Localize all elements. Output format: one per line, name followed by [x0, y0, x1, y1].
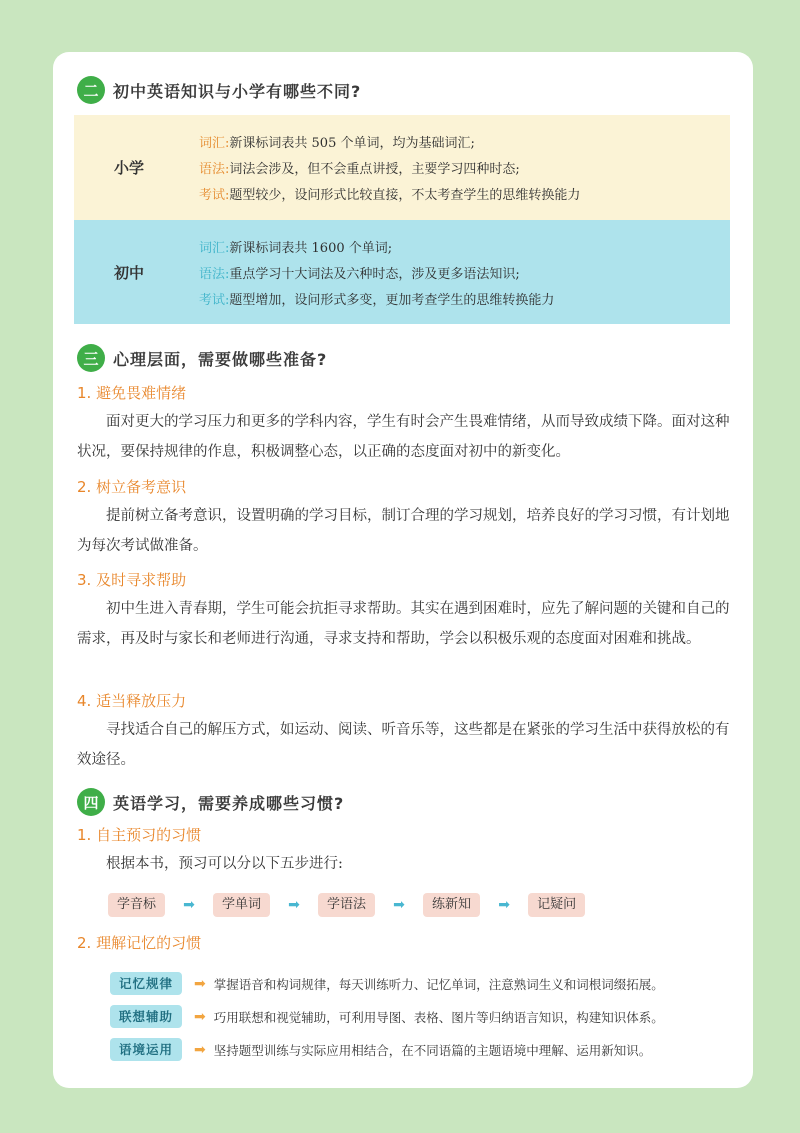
arrow-right-icon: ➡	[393, 897, 405, 913]
arrow-right-icon: ➡	[194, 975, 206, 992]
step-practice: 练新知	[423, 893, 480, 917]
content-card	[53, 52, 753, 1088]
subheading-preview-habit: 1. 自主预习的习惯	[77, 826, 202, 844]
primary-grammar-line: 语法:词法会涉及，但不会重点讲授，主要学习四种时态;	[199, 162, 520, 177]
memory-text-rules: 掌握语音和构词规律，每天训练听力、记忆单词，注意熟词生义和词根词缀拓展。	[213, 976, 664, 992]
section-2-badge: 二	[77, 76, 105, 104]
memory-tag-association: 联想辅助	[110, 1005, 182, 1028]
memory-tag-rules: 记忆规律	[110, 972, 182, 995]
middle-grammar-line: 语法:重点学习十大词法及六种时态，涉及更多语法知识;	[199, 267, 520, 282]
step-questions: 记疑问	[528, 893, 585, 917]
arrow-right-icon: ➡	[194, 1041, 206, 1058]
primary-school-label: 小学	[113, 159, 144, 177]
section-4-title: 英语学习，需要养成哪些习惯?	[113, 793, 345, 813]
memory-row-context	[110, 1038, 651, 1061]
arrow-right-icon: ➡	[288, 897, 300, 913]
paragraph-release-stress: 寻找适合自己的解压方式，如运动、阅读、听音乐等，这些都是在紧张的学习生活中获得放松的有效途径。	[77, 722, 730, 768]
section-3-title: 心理层面，需要做哪些准备?	[113, 349, 328, 369]
arrow-right-icon: ➡	[194, 1008, 206, 1025]
middle-exam-line: 考试:题型增加，设问形式多变，更加考查学生的思维转换能力	[199, 293, 555, 308]
section-3-badge: 三	[77, 344, 105, 372]
section-3-header	[77, 344, 327, 372]
subheading-exam-awareness: 2. 树立备考意识	[77, 478, 187, 496]
middle-school-row	[74, 220, 730, 324]
step-vocabulary: 学单词	[213, 893, 270, 917]
step-phonetics: 学音标	[108, 893, 165, 917]
memory-text-association: 巧用联想和视觉辅助，可利用导图、表格、图片等归纳语言知识，构建知识体系。	[213, 1009, 664, 1025]
memory-text-context: 坚持题型训练与实际应用相结合，在不同语篇的主题语境中理解、运用新知识。	[213, 1042, 652, 1058]
step-grammar: 学语法	[318, 893, 375, 917]
memory-row-association	[110, 1005, 664, 1028]
paragraph-exam-awareness: 提前树立备考意识，设置明确的学习目标，制订合理的学习规划，培养良好的学习习惯，有计划地为每次考试做准备。	[77, 508, 730, 554]
middle-school-label: 初中	[113, 263, 144, 282]
subheading-avoid-fear: 1. 避免畏难情绪	[77, 384, 187, 402]
subheading-release-stress: 4. 适当释放压力	[77, 692, 187, 710]
memory-row-rules	[110, 972, 664, 995]
paragraph-seek-help: 初中生进入青春期，学生可能会抗拒寻求帮助。其实在遇到困难时，应先了解问题的关键和自己的需求，再及时与家长和老师进行沟通，寻求支持和帮助，学会以积极乐观的态度面对困难和挑战。	[77, 601, 730, 647]
section-2-header	[77, 76, 361, 104]
subheading-memory-habit: 2. 理解记忆的习惯	[77, 934, 202, 952]
paragraph-avoid-fear: 面对更大的学习压力和更多的学科内容，学生有时会产生畏难情绪，从而导致成绩下降。面对这种状况，要保持规律的作息，积极调整心态，以正确的态度面对初中的新变化。	[77, 414, 730, 460]
arrow-right-icon: ➡	[183, 897, 195, 913]
section-2-title: 初中英语知识与小学有哪些不同?	[113, 81, 362, 101]
section-4-badge: 四	[77, 788, 105, 816]
primary-vocab-line: 词汇:新课标词表共 505 个单词，均为基础词汇;	[199, 136, 475, 151]
preview-steps-flow	[108, 893, 585, 917]
memory-tag-context: 语境运用	[110, 1038, 182, 1061]
section-4-header	[77, 788, 344, 816]
primary-exam-line: 考试:题型较少，设问形式比较直接，不太考查学生的思维转换能力	[199, 188, 581, 203]
middle-vocab-line: 词汇:新课标词表共 1600 个单词;	[199, 241, 393, 256]
subheading-seek-help: 3. 及时寻求帮助	[77, 571, 187, 589]
primary-school-row	[74, 115, 730, 220]
preview-intro: 根据本书，预习可以分以下五步进行:	[106, 856, 343, 872]
arrow-right-icon: ➡	[498, 897, 510, 913]
